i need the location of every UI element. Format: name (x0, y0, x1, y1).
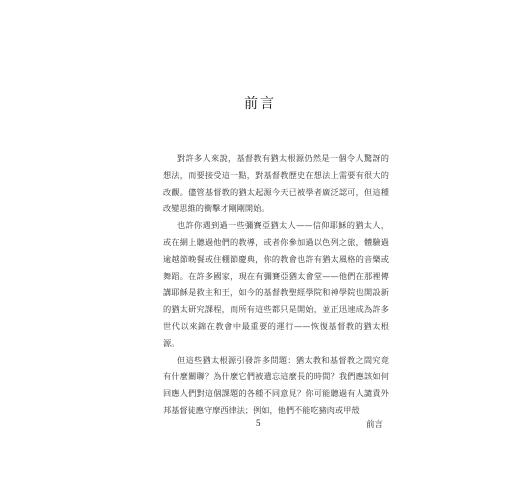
paragraph-1: 對許多人來說，基督教有猶太根源仍然是一個令人驚訝的想法，而要接受這一點，對基督教歷史在想法上需要有很大的改觀。儘管基督教的猶太起源今天已被學者廣泛認可，但這種改變思維的衝擊才剛剛開始。 (163, 153, 389, 214)
page-title: 前言 (244, 96, 276, 112)
paragraph-2: 也許你遇到過一些彌賽亞猶太人——信仰耶穌的猶太人，或在網上聽過他們的教導，或者你參加過以色列之旅，體驗過逾越節晚餐或住棚節慶典，你的教會也許有猶太風格的音樂或舞蹈。在許多國家，現在有彌賽亞猶太會堂——他們在那裡傳講耶穌是救主和王，如今的基督教聖經學院和神學院也開設新的猶太研究課程，而所有這些都只是開始，並正迅速成為許多世代以來錦在教會中最重要的運行——恢復基督教的猶太根源。 (163, 220, 389, 348)
running-title: 前言 (366, 420, 384, 430)
paragraph-3: 但這些猶太根源引發許多問題：猶太教和基督教之間究竟有什麼關聯？為什麼它們被遺忘這麼長的時間？我們應該如何回應人們對這個課題的各種不同意見？你可能聽過有人譴責外邦基督徒應守摩西律法；例如，他們不能吃豬肉或甲殼 (163, 354, 389, 415)
page-number: 5 (256, 418, 261, 428)
body-text (163, 150, 389, 419)
